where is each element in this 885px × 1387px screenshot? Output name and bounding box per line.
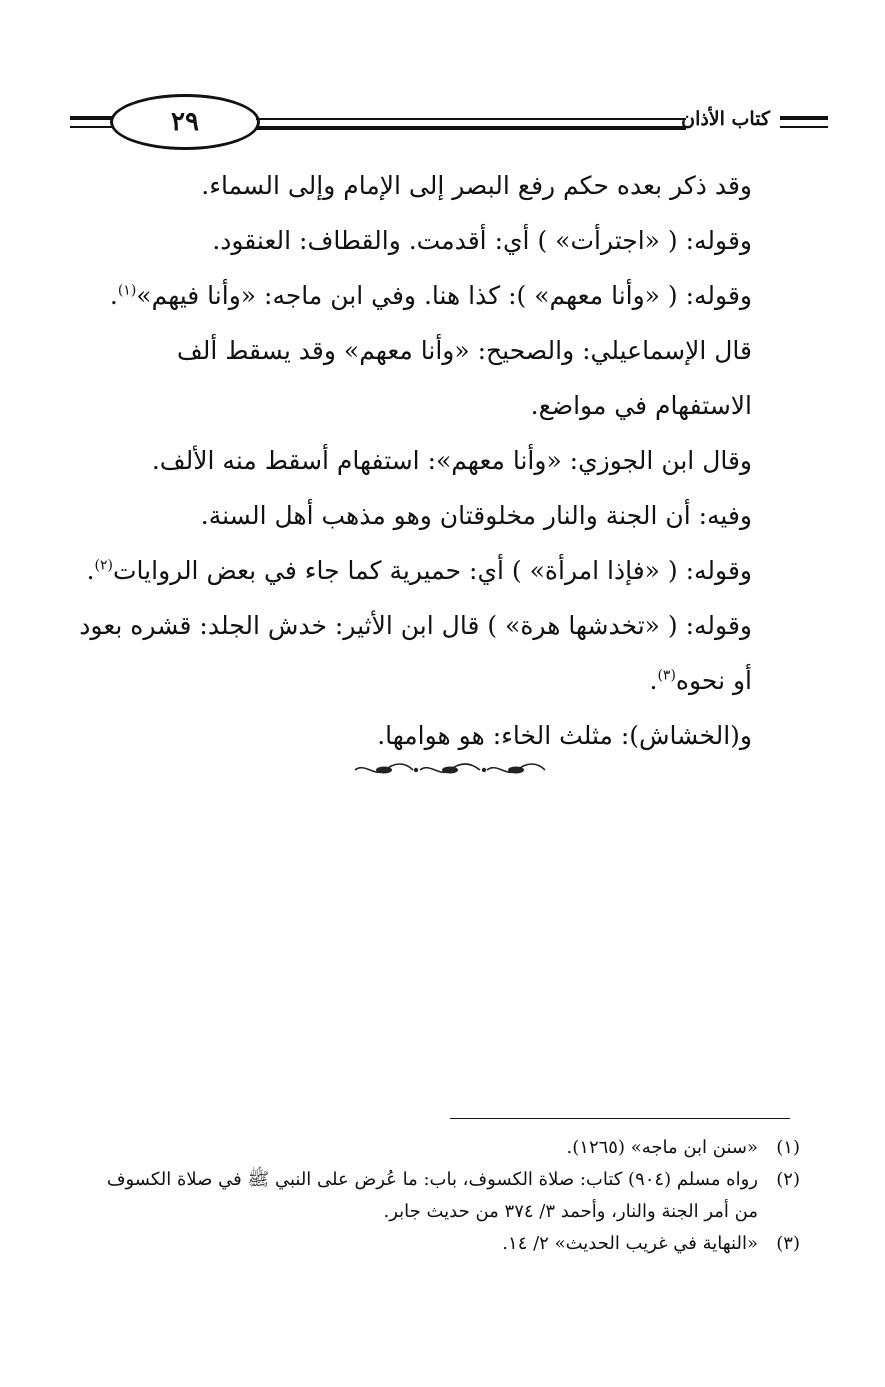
chapter-title: كتاب الأذان — [681, 108, 770, 130]
header-rule-right-thin — [780, 126, 828, 128]
ornament-divider-icon — [350, 760, 550, 780]
header-rule-middle-top — [256, 118, 686, 120]
paragraph-3-text: وقوله: ( «وأنا معهم» ): كذا هنا. وفي ابن ماجه: «وأنا فيهم» — [136, 281, 752, 310]
paragraph-7 — [78, 543, 800, 598]
paragraph-8 — [78, 598, 800, 708]
footnote-text: «النهاية في غريب الحديث» ٢/ ١٤. — [502, 1233, 758, 1254]
paragraph-5: وقال ابن الجوزي: «وأنا معهم»: استفهام أسقط منه الألف. — [151, 446, 752, 475]
main-text — [78, 158, 800, 763]
paragraph-3 — [78, 268, 800, 323]
header-rule-right-thick — [780, 116, 828, 120]
footnote-separator — [450, 1118, 790, 1119]
footnote-number: (١) — [776, 1137, 800, 1158]
footnotes — [78, 1132, 800, 1260]
paragraph-7-text: وقوله: ( «فإذا امرأة» ) أي: حميرية كما جاء في بعض الروايات — [113, 556, 752, 585]
page-number-oval — [110, 94, 260, 150]
paragraph-3-end: . — [109, 281, 118, 310]
paragraph-9: و(الخشاش): مثلث الخاء: هو هوامها. — [377, 721, 752, 750]
footnote-text: «سنن ابن ماجه» (١٢٦٥). — [566, 1137, 758, 1158]
footnote-ref-1[interactable]: (١) — [117, 282, 137, 299]
footnote-ref-2[interactable]: (٢) — [94, 557, 114, 574]
paragraph-2: وقوله: ( «اجترأت» ) أي: أقدمت. والقطاف: العنقود. — [212, 226, 752, 255]
footnote-number: (٢) — [776, 1169, 800, 1190]
page-header — [70, 92, 830, 156]
paragraph-8-end: . — [649, 666, 658, 695]
footnote-3 — [78, 1228, 800, 1260]
paragraph-4: قال الإسماعيلي: والصحيح: «وأنا معهم» وقد يسقط ألف الاستفهام في مواضع. — [176, 336, 752, 420]
header-rule-middle-bottom — [256, 126, 686, 130]
footnote-ref-3[interactable]: (٣) — [657, 667, 676, 684]
paragraph-1: وقد ذكر بعده حكم رفع البصر إلى الإمام وإلى السماء. — [201, 171, 752, 200]
footnote-1 — [78, 1132, 800, 1164]
paragraph-6: وفيه: أن الجنة والنار مخلوقتان وهو مذهب أهل السنة. — [200, 501, 752, 530]
paragraph-8-text: وقوله: ( «تخدشها هرة» ) قال ابن الأثير: خدش الجلد: قشره بعود أو نحوه — [79, 611, 752, 695]
page-number: ٢٩ — [171, 107, 199, 137]
paragraph-7-end: . — [86, 556, 95, 585]
footnote-2 — [78, 1164, 800, 1228]
footnote-text: رواه مسلم (٩٠٤) كتاب: صلاة الكسوف، باب: ما عُرض على النبي ﷺ في صلاة الكسوف من أمر الجنة والنار، وأحمد ٣/ ٣٧٤ من حديث جابر. — [106, 1169, 758, 1222]
footnote-number: (٣) — [776, 1233, 800, 1254]
